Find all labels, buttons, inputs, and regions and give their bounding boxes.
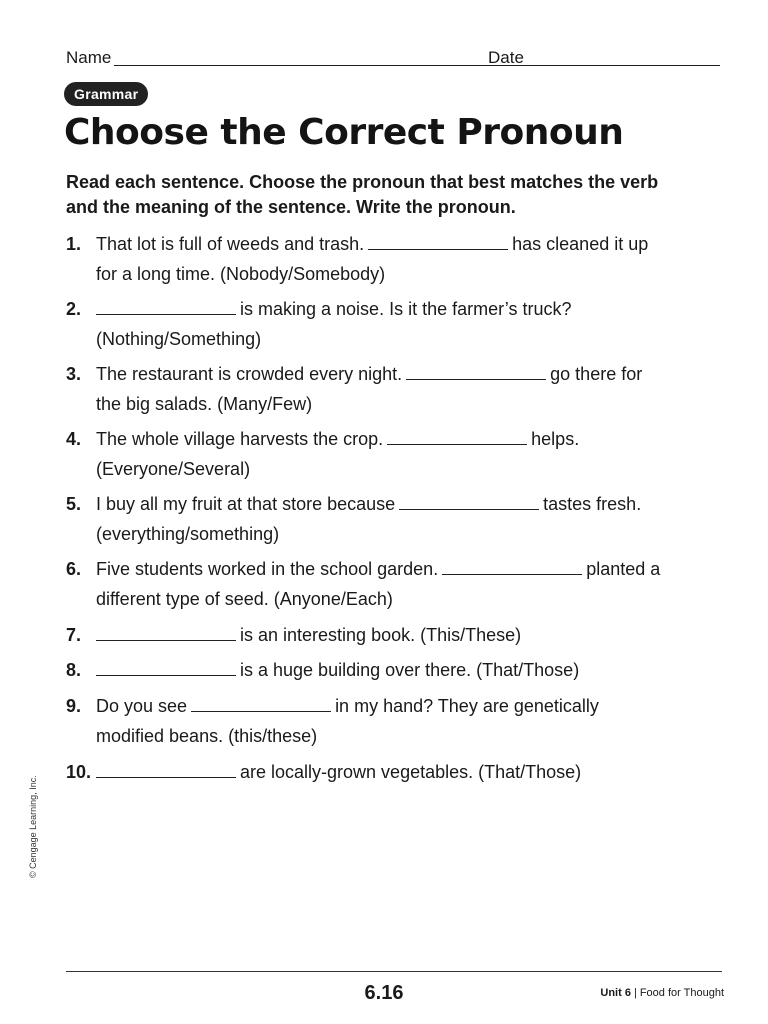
list-item — [66, 229, 666, 289]
item-text — [96, 554, 666, 614]
answer-blank[interactable] — [96, 776, 236, 778]
item-number: 5. — [66, 494, 82, 514]
answer-blank[interactable] — [406, 378, 546, 380]
item-text-after: is a huge building over there. (That/Those) — [240, 660, 580, 680]
list-item — [66, 424, 666, 484]
item-text-before: Do you see — [96, 696, 188, 716]
answer-blank[interactable] — [96, 674, 236, 676]
unit-label: Unit 6 — [600, 987, 631, 999]
item-text — [96, 757, 666, 787]
name-label: Name — [66, 48, 112, 67]
list-item — [66, 359, 666, 419]
name-field[interactable] — [114, 65, 536, 66]
item-text-after: is an interesting book. (This/These) — [240, 625, 522, 645]
item-text-after: tastes fresh. (everything/something) — [96, 494, 642, 544]
item-number: 6. — [66, 559, 82, 579]
item-number: 8. — [66, 660, 82, 680]
item-text-after: planted a different type of seed. (Anyone/Each) — [96, 559, 661, 609]
answer-blank[interactable] — [399, 508, 539, 510]
list-item — [66, 620, 666, 650]
unit-title: Food for Thought — [639, 987, 724, 999]
item-text-after: helps. (Everyone/Several) — [96, 429, 580, 479]
item-text-after: is making a noise. Is it the farmer’s truck? (Nothing/Something) — [96, 299, 572, 349]
list-item — [66, 554, 666, 614]
item-text-before: That lot is full of weeds and trash. — [96, 234, 365, 254]
unit-info — [600, 987, 724, 999]
item-text — [96, 229, 666, 289]
answer-blank[interactable] — [387, 443, 527, 445]
date-field[interactable] — [526, 65, 720, 66]
list-item — [66, 655, 666, 685]
list-item — [66, 757, 666, 787]
item-text-before: I buy all my fruit at that store because — [96, 494, 396, 514]
copyright-notice: © Cengage Learning, Inc. — [28, 775, 38, 878]
item-number: 4. — [66, 429, 82, 449]
item-number: 10. — [66, 762, 92, 782]
date-label: Date — [488, 48, 524, 67]
answer-blank[interactable] — [96, 313, 236, 315]
item-text — [96, 359, 666, 419]
instructions: Read each sentence. Choose the pronoun that best matches the verb and the meaning of the sentence. Write the pronoun. — [66, 172, 659, 217]
answer-blank[interactable] — [96, 639, 236, 641]
list-item — [66, 294, 666, 354]
item-text-after: has cleaned it up for a long time. (Nobody/Somebody) — [96, 234, 649, 284]
item-text — [96, 655, 666, 685]
item-text — [96, 294, 666, 354]
item-text — [96, 489, 666, 549]
page-number: 6.16 — [364, 982, 404, 1004]
item-text-after: go there for the big salads. (Many/Few) — [96, 364, 643, 414]
unit-separator: | — [633, 987, 637, 999]
item-text — [96, 620, 666, 650]
grammar-badge: Grammar — [64, 82, 148, 106]
answer-blank[interactable] — [368, 248, 508, 250]
item-text — [96, 424, 666, 484]
page-title: Choose the Correct Pronoun — [64, 112, 624, 153]
answer-blank[interactable] — [191, 710, 331, 712]
item-text-before: Five students worked in the school garden. — [96, 559, 439, 579]
item-number: 1. — [66, 234, 82, 254]
item-text-before: The whole village harvests the crop. — [96, 429, 384, 449]
name-date-row — [66, 48, 720, 70]
answer-blank[interactable] — [442, 573, 582, 575]
list-item — [66, 691, 666, 751]
item-text — [96, 691, 666, 751]
item-number: 2. — [66, 299, 82, 319]
item-text-after: are locally-grown vegetables. (That/Those) — [240, 762, 582, 782]
footer-divider — [66, 971, 722, 972]
item-number: 9. — [66, 696, 82, 716]
list-item — [66, 489, 666, 549]
item-text-before: The restaurant is crowded every night. — [96, 364, 403, 384]
item-text-after: in my hand? They are genetically modified beans. (this/these) — [96, 696, 599, 746]
item-number: 3. — [66, 364, 82, 384]
item-number: 7. — [66, 625, 82, 645]
